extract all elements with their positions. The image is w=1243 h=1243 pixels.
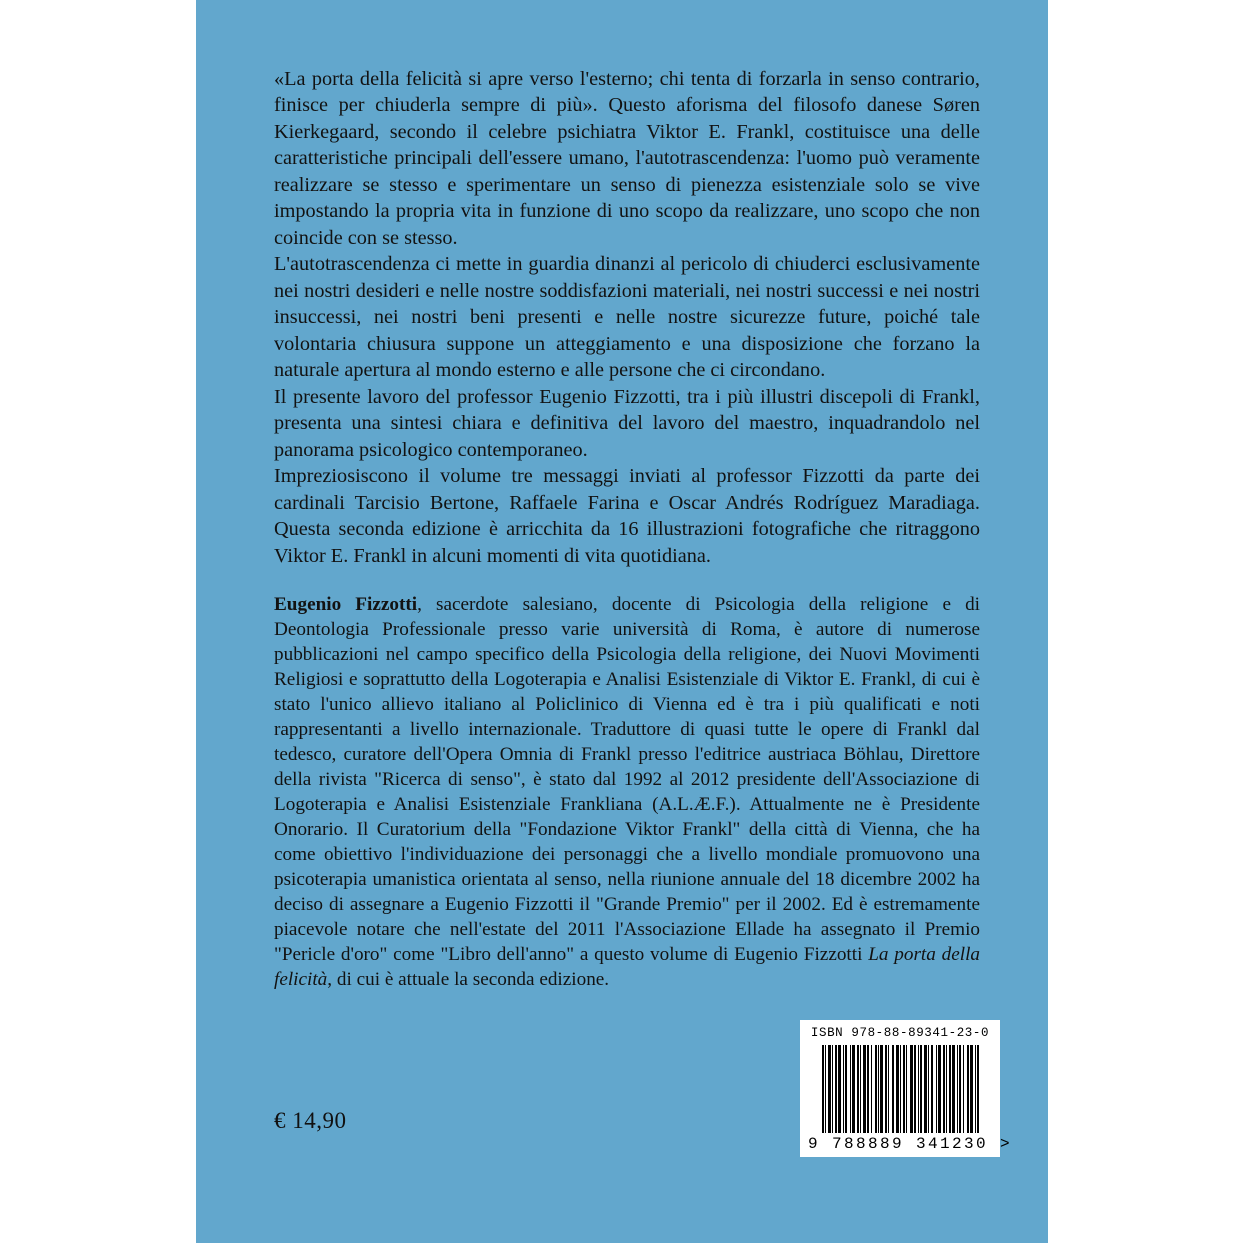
barcode-image xyxy=(808,1045,992,1133)
blurb-paragraph-2: L'autotrascendenza ci mette in guardia dinanzi al pericolo di chiuderci esclusivamente nei nostri desideri e nelle nostre soddisfazioni materiali, nei nostri successi e nei nostri insuccessi, nei nostri beni presenti e nelle nostre sicurezze future, poiché tale volontaria chiusura suppone un atteggiamento e una disposizione che forzano la naturale apertura al mondo esterno e alle persone che ci circondano. xyxy=(274,253,980,382)
blurb-paragraph-1: «La porta della felicità si apre verso l'esterno; chi tenta di forzarla in senso contrario, finisce per chiuderla sempre di più». Questo aforisma del filosofo danese Søren Kierkegaard, secondo il celebre psichiatra Viktor E. Frankl, costituisce una delle caratteristiche principali dell'essere umano, l'autotrascendenza: l'uomo può veramente realizzare se stesso e sperimentare un senso di pienezza esistenziale solo se vive impostando la propria vita in funzione di uno scopo da realizzare, uno scopo che non coincide con se stesso. xyxy=(274,68,980,249)
isbn-barcode-block xyxy=(800,1020,1013,1157)
bio-book-title: La porta della felicità xyxy=(274,943,980,990)
isbn-number: ISBN 978-88-89341-23-0 xyxy=(810,1026,990,1040)
blurb-paragraph-3: Il presente lavoro del professor Eugenio Fizzotti, tra i più illustri discepoli di Frankl, presenta una sintesi chiara e definitiva del lavoro del maestro, inquadrandolo nel panorama psicologico contemporaneo. xyxy=(274,385,980,461)
author-bio-paragraph xyxy=(274,593,980,992)
blurb-paragraph-4: Impreziosiscono il volume tre messaggi inviati al professor Fizzotti da parte dei cardinali Tarcisio Bertone, Raffaele Farina e Oscar Andrés Rodríguez Maradiaga. Questa seconda edizione è arricchita da 16 illustrazioni fotografiche che ritraggono Viktor E. Frankl in alcuni momenti di vita quotidiana. xyxy=(274,465,980,567)
blurb xyxy=(274,66,980,569)
author-bio-text-part1: , sacerdote salesiano, docente di Psicologia della religione e di Deontologia Professionale presso varie università di Roma, è autore di numerose pubblicazioni nel campo specifico della Psicologia della religione, dei Nuovi Movimenti Religiosi e soprattutto della Logoterapia e Analisi Esistenziale di Viktor E. Frankl, di cui è stato l'unico allievo italiano al Policlinico di Vienna ed è tra i più qualificati e noti rappresentanti a livello internazionale. Traduttore di quasi tutte le opere di Frankl dal tedesco, curatore dell'Opera Omnia di Frankl presso l'editrice austriaca Böhlau, Direttore della rivista "Ricerca di senso", è stato dal 1992 al 2012 presidente dell'Associazione di Logoterapia e Analisi Esistenziale Frankliana (A.L.Æ.F.). Attualmente ne è Presidente Onorario. Il Curatorium della "Fondazione Viktor Frankl" della città di Vienna, che ha come obiettivo l'individuazione dei personaggi che a livello mondiale promuovono una psicoterapia umanistica orientata al senso, nella riunione annuale del 18 dicembre 2002 ha deciso di assegnare a Eugenio Fizzotti il "Grande Premio" per il 2002. Ed è estremamente piacevole notare che nell'estate del 2011 l'Associazione Ellade ha assegnato il Premio "Pericle d'oro" come "Libro dell'anno" a questo volume di Eugenio Fizzotti xyxy=(274,594,980,965)
book-back-cover xyxy=(196,0,1048,1243)
author-bio xyxy=(274,593,980,992)
author-name: Eugenio Fizzotti xyxy=(274,594,418,616)
barcode-digits: 9 788889 341230 > xyxy=(808,1135,1013,1153)
price-label: € 14,90 xyxy=(274,1108,347,1133)
cover-text-block xyxy=(274,66,980,992)
author-bio-text-part2: , di cui è attuale la seconda edizione. xyxy=(327,968,610,990)
